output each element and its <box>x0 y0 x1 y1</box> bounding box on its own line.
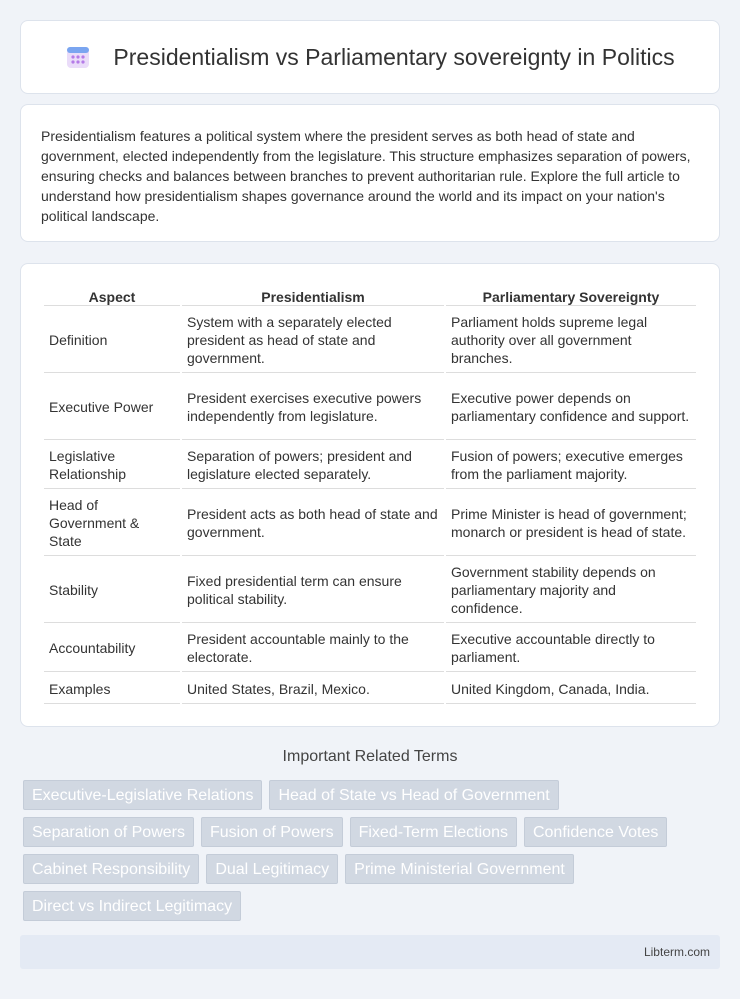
related-terms-list <box>23 780 723 928</box>
related-term-tag[interactable]: Head of State vs Head of Government <box>269 780 558 810</box>
page-title: Presidentialism vs Parliamentary sovereignty in Politics <box>113 43 675 70</box>
table-cell-parliamentary: Executive power depends on parliamentary confidence and support. <box>446 375 696 440</box>
table-cell-presidentialism: President acts as both head of state and government. <box>182 491 444 556</box>
intro-card <box>20 104 720 242</box>
table-row <box>44 442 696 489</box>
table-cell-parliamentary: Fusion of powers; executive emerges from the parliament majority. <box>446 442 696 489</box>
related-term-tag[interactable]: Confidence Votes <box>524 817 667 847</box>
table-cell-aspect: Legislative Relationship <box>44 442 180 489</box>
table-row <box>44 558 696 623</box>
related-term-tag[interactable]: Separation of Powers <box>23 817 194 847</box>
related-terms-title: Important Related Terms <box>282 748 458 765</box>
footer-brand-link[interactable]: Libterm.com <box>643 945 710 959</box>
table-row <box>44 674 696 704</box>
related-term-tag[interactable]: Direct vs Indirect Legitimacy <box>23 891 241 921</box>
table-cell-parliamentary: Executive accountable directly to parliament. <box>446 625 696 672</box>
footer <box>20 935 720 969</box>
table-cell-presidentialism: United States, Brazil, Mexico. <box>182 674 444 704</box>
table-cell-aspect: Head of Government & State <box>44 491 180 556</box>
comparison-table <box>42 284 698 706</box>
intro-text: Presidentialism features a political system where the president serves as both head of state and government, elected independently from the legislature. This structure emphasizes separation of powers, ensuring checks and balances between branches to prevent authoritarian rule. Explore the full article to understand how presidentialism shapes governance around the world and its impact on your nation's political landscape. <box>41 128 691 224</box>
header-card <box>20 20 720 94</box>
table-header-cell: Presidentialism <box>182 286 444 306</box>
table-cell-presidentialism: President exercises executive powers independently from legislature. <box>182 375 444 440</box>
table-cell-presidentialism: President accountable mainly to the electorate. <box>182 625 444 672</box>
table-cell-presidentialism: Separation of powers; president and legislature elected separately. <box>182 442 444 489</box>
table-cell-aspect: Definition <box>44 308 180 373</box>
table-header-cell: Aspect <box>44 286 180 306</box>
related-term-tag[interactable]: Cabinet Responsibility <box>23 854 199 884</box>
table-row <box>44 491 696 556</box>
table-cell-aspect: Executive Power <box>44 375 180 440</box>
table-cell-presidentialism: System with a separately elected president as head of state and government. <box>182 308 444 373</box>
related-term-tag[interactable]: Executive-Legislative Relations <box>23 780 262 810</box>
table-cell-aspect: Stability <box>44 558 180 623</box>
table-cell-parliamentary: Government stability depends on parliamentary majority and confidence. <box>446 558 696 623</box>
calendar-icon <box>65 44 91 70</box>
table-cell-presidentialism: Fixed presidential term can ensure political stability. <box>182 558 444 623</box>
table-header-row <box>44 286 696 306</box>
related-term-tag[interactable]: Prime Ministerial Government <box>345 854 574 884</box>
table-row <box>44 308 696 373</box>
related-term-tag[interactable]: Fusion of Powers <box>201 817 343 847</box>
related-term-tag[interactable]: Fixed-Term Elections <box>350 817 517 847</box>
table-cell-parliamentary: Prime Minister is head of government; monarch or president is head of state. <box>446 491 696 556</box>
table-cell-aspect: Accountability <box>44 625 180 672</box>
table-cell-parliamentary: Parliament holds supreme legal authority over all government branches. <box>446 308 696 373</box>
comparison-table-card <box>20 263 720 727</box>
related-term-tag[interactable]: Dual Legitimacy <box>206 854 338 884</box>
table-row <box>44 375 696 440</box>
table-header-cell: Parliamentary Sovereignty <box>446 286 696 306</box>
table-row <box>44 625 696 672</box>
table-cell-aspect: Examples <box>44 674 180 704</box>
table-cell-parliamentary: United Kingdom, Canada, India. <box>446 674 696 704</box>
